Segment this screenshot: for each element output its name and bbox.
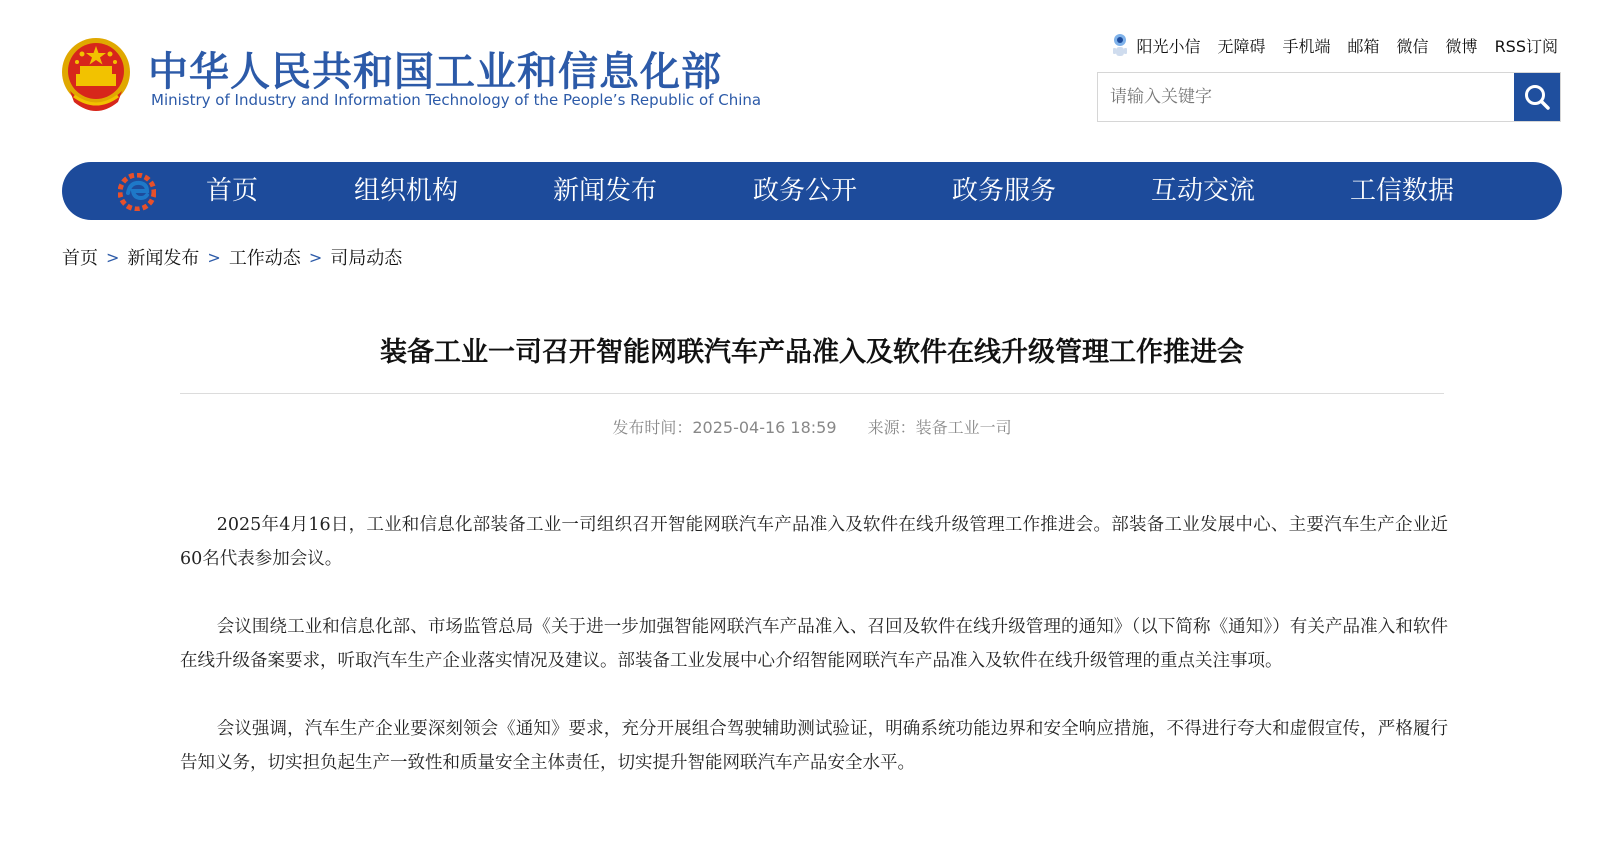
top-link-sunshine[interactable] <box>1110 32 1200 58</box>
article-paragraph: 2025年4月16日，工业和信息化部装备工业一司组织召开智能网联汽车产品准入及软件在线升级管理工作推进会。部装备工业发展中心、主要汽车生产企业近60名代表参加会议。 <box>180 515 1448 569</box>
article-source: 来源：装备工业一司 <box>867 418 1012 437</box>
site-title-cn[interactable]: 中华人民共和国工业和信息化部 <box>148 49 722 95</box>
top-link-rss[interactable]: RSS订阅 <box>1494 36 1558 56</box>
breadcrumb-news[interactable]: 新闻发布 <box>127 248 200 269</box>
article-meta <box>180 415 1444 438</box>
top-link-wechat[interactable]: 微信 <box>1396 36 1429 56</box>
breadcrumb-department-updates[interactable]: 司局动态 <box>330 248 403 269</box>
publish-time: 发布时间：2025-04-16 18:59 <box>612 418 837 437</box>
nav-data[interactable]: 工信数据 <box>1350 176 1455 206</box>
nav-organization[interactable]: 组织机构 <box>354 176 459 206</box>
top-link-accessibility[interactable]: 无障碍 <box>1217 36 1266 56</box>
search-box <box>1097 72 1561 122</box>
breadcrumb <box>62 244 402 270</box>
top-link-weibo[interactable]: 微博 <box>1445 36 1478 56</box>
nav-home[interactable]: 首页 <box>206 176 259 206</box>
top-link-sunshine-label: 阳光小信 <box>1136 36 1201 56</box>
title-divider <box>180 393 1444 394</box>
search-icon <box>1523 83 1551 111</box>
breadcrumb-separator: > <box>106 247 120 267</box>
breadcrumb-home[interactable]: 首页 <box>62 248 98 269</box>
nav-government-services[interactable]: 政务服务 <box>952 176 1057 206</box>
top-link-mail[interactable]: 邮箱 <box>1347 36 1380 56</box>
breadcrumb-separator: > <box>308 247 323 267</box>
ministry-logo-icon[interactable] <box>118 173 156 211</box>
article-paragraph: 会议强调，汽车生产企业要深刻领会《通知》要求，充分开展组合驾驶辅助测试验证，明确系统功能边界和安全响应措施，不得进行夸大和虚假宣传，严格履行告知义务，切实担负起生产一致性和质量安全主体责任，切实提升智能网联汽车产品安全水平。 <box>180 719 1448 773</box>
nav-news[interactable]: 新闻发布 <box>553 176 658 206</box>
national-emblem-icon[interactable] <box>60 36 132 114</box>
article-paragraph: 会议围绕工业和信息化部、市场监管总局《关于进一步加强智能网联汽车产品准入、召回及软件在线升级管理的通知》（以下简称《通知》）有关产品准入和软件在线升级备案要求，听取汽车生产企业落实情况及建议。部装备工业发展中心介绍智能网联汽车产品准入及软件在线升级管理的重点关注事项。 <box>180 617 1448 671</box>
nav-government-affairs[interactable]: 政务公开 <box>753 176 858 206</box>
site-title-en: Ministry of Industry and Information Technology of the People’s Republic of China <box>151 91 762 109</box>
search-input[interactable] <box>1098 73 1516 121</box>
breadcrumb-work-updates[interactable]: 工作动态 <box>228 248 301 269</box>
main-nav <box>62 162 1562 220</box>
breadcrumb-separator: > <box>207 247 221 267</box>
robot-assistant-icon <box>1110 32 1130 58</box>
site-header <box>0 0 1600 150</box>
nav-interaction[interactable]: 互动交流 <box>1151 176 1256 206</box>
article-title: 装备工业一司召开智能网联汽车产品准入及软件在线升级管理工作推进会 <box>380 337 1244 368</box>
top-link-mobile[interactable]: 手机端 <box>1282 36 1331 56</box>
top-links <box>1110 32 1558 58</box>
search-button[interactable] <box>1514 73 1560 121</box>
article-body <box>180 508 1448 814</box>
